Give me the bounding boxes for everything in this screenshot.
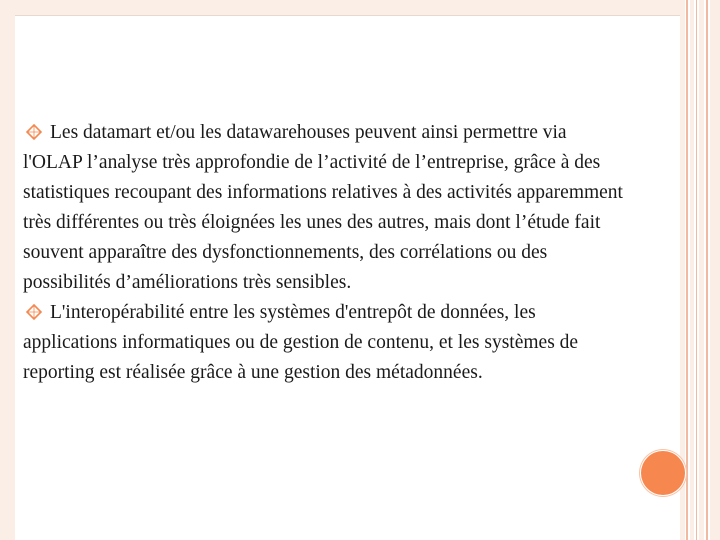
bullet-text: Les datamart et/ou les datawarehouses peuvent ainsi permettre via l'OLAP l’analyse très approfondie de l’activité de l’entreprise, grâce à des statistiques recoupant des informations relatives à des activités apparemment très différentes ou très éloignées les unes des autres, mais dont l’étude fait souvent apparaître des dysfonctionnements, des corrélations ou des possibilités d’améliorations très sensibles. [23, 122, 623, 293]
decorative-circle [641, 451, 685, 495]
right-stripe [680, 0, 685, 540]
diamond-bullet-icon [26, 304, 42, 320]
right-stripe [686, 0, 688, 540]
bullet-paragraph [23, 298, 623, 388]
top-divider [15, 15, 680, 16]
slide-body [23, 118, 623, 388]
right-stripe [710, 0, 720, 540]
bullet-paragraph [23, 118, 623, 298]
right-stripe [706, 0, 708, 540]
right-stripe [690, 0, 694, 540]
top-border-band [15, 0, 680, 15]
right-stripe [699, 0, 704, 540]
diamond-bullet-icon [26, 124, 42, 140]
right-stripe [696, 0, 697, 540]
bullet-text: L'interopérabilité entre les systèmes d'entrepôt de données, les applications informatiques ou de gestion de contenu, et les systèmes de reporting est réalisée grâce à une gestion des métadonnées. [23, 302, 579, 383]
left-border-band [0, 0, 15, 540]
